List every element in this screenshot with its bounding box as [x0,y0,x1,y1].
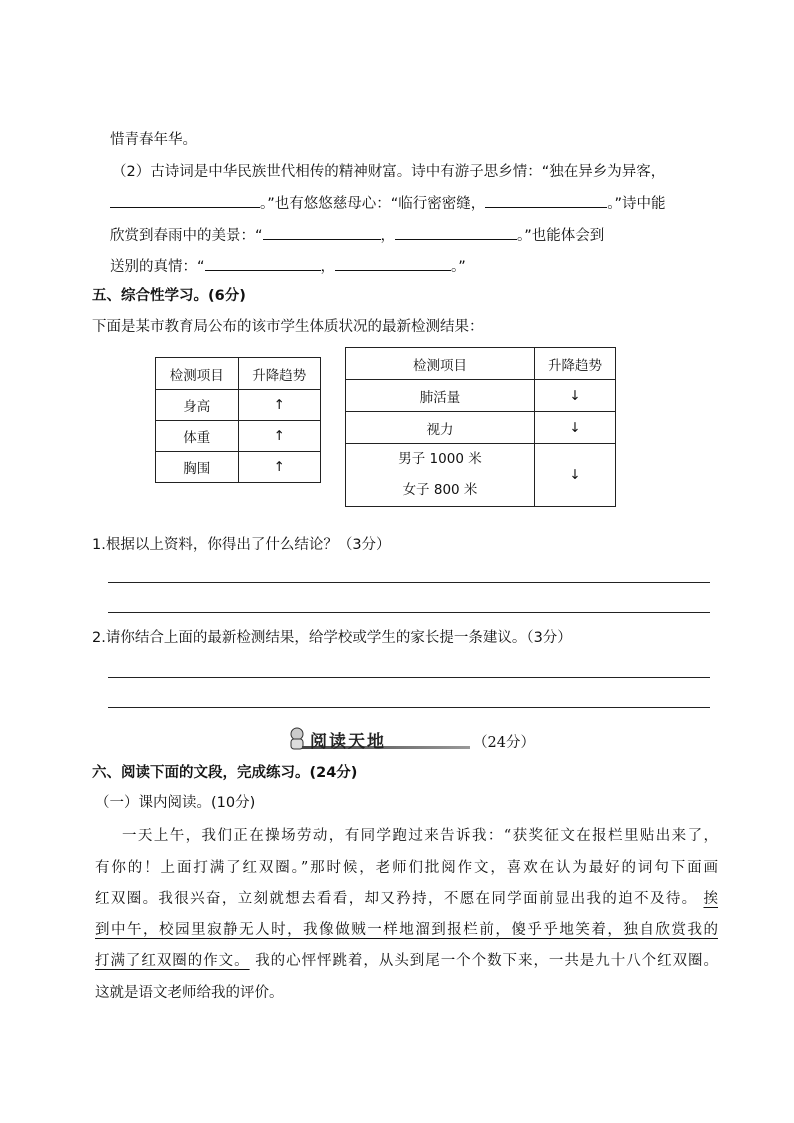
answer-blank[interactable] [485,193,607,208]
underlined-text: 挨 [703,891,718,907]
table-cell-line: 男子 1000 米 [398,451,482,467]
underlined-text: 打满了红双圈的作文。 [95,953,250,969]
table-cell [346,444,535,507]
passage-line [95,951,718,971]
text: 。”诗中能 [607,196,666,212]
answer-blank[interactable] [263,225,381,240]
question-5-1: 1.根据以上资料，你得出了什么结论？（3分） [92,537,391,553]
table-row [346,380,616,412]
table-header: 检测项目 [156,358,239,390]
question-5-2: 2.请你结合上面的最新检测结果，给学校或学生的家长提一条建议。（3分） [92,630,572,646]
answer-line[interactable] [108,612,710,613]
text: 。”也能体会到 [517,228,605,244]
section-6-subheading: （一）课内阅读。(10分) [95,795,256,811]
answer-blank[interactable] [395,225,517,240]
table-row [346,444,616,507]
poem-blank-line-1 [110,193,666,214]
answer-blank[interactable] [335,256,451,271]
table-header: 检测项目 [346,348,535,380]
trend-table-rising [155,357,321,483]
question-4-2-text: （2）古诗词是中华民族世代相传的精神财富。诗中有游子思乡情：“独在异乡为异客， [112,164,666,180]
text: 欣赏到春雨中的美景：“ [110,228,263,244]
section-5-intro: 下面是某市教育局公布的该市学生体质状况的最新检测结果： [92,319,484,335]
poem-blank-line-3 [110,256,466,277]
down-arrow-icon: ↓ [535,412,616,444]
table-row [156,390,321,421]
table-row [156,452,321,483]
reading-section-banner [280,726,470,752]
banner-score: （24分） [473,735,535,751]
table-row [346,412,616,444]
trend-table-falling [345,347,616,507]
up-arrow-icon: ↑ [238,421,321,452]
passage-line: 这就是语文老师给我的评价。 [95,985,284,1001]
text: 红双圈。我很兴奋，立刻就想去看看，却又矜持，不愿在同学面前显出我的迫不及待。 [95,891,698,907]
passage-line: 有你的！上面打满了红双圈。”那时候，老师们批阅作文，喜欢在认为最好的词句下面画 [95,860,718,876]
section-6-heading: 六、阅读下面的文段，完成练习。(24分) [92,765,358,781]
passage-line: 一天上午，我们正在操场劳动，有同学跑过来告诉我：“获奖征文在报栏里贴出来了， [122,828,718,844]
passage-line-underlined: 到中午，校园里寂静无人时，我像做贼一样地溜到报栏前，傻乎乎地笑着，独自欣赏我的 [95,922,718,938]
table-cell: 视力 [346,412,535,444]
text: 送别的真情：“ [110,259,205,275]
answer-line[interactable] [108,582,710,583]
section-5-heading: 五、综合性学习。(6分) [92,288,246,304]
up-arrow-icon: ↑ [238,390,321,421]
down-arrow-icon: ↓ [535,380,616,412]
up-arrow-icon: ↑ [238,452,321,483]
text: 我的心怦怦跳着，从头到尾一个个数下来，一共是九十八个红双圈。 [255,953,719,969]
table-row [156,421,321,452]
answer-line[interactable] [108,707,710,708]
poem-blank-line-2 [110,225,604,246]
answer-line[interactable] [108,677,710,678]
banner-title: 阅读天地 [310,732,386,752]
table-cell: 身高 [156,390,239,421]
passage-line [95,889,718,909]
text: 。” [451,259,466,275]
down-arrow-icon: ↓ [535,444,616,507]
table-header: 升降趋势 [238,358,321,390]
text: ， [320,259,336,275]
answer-blank[interactable] [205,256,321,271]
poem-tail-text: 惜青春年华。 [110,132,197,148]
table-header: 升降趋势 [535,348,616,380]
table-cell: 肺活量 [346,380,535,412]
text: ， [380,228,396,244]
answer-blank[interactable] [110,193,260,208]
table-cell: 体重 [156,421,239,452]
table-cell: 胸围 [156,452,239,483]
text: 。”也有悠悠慈母心：“临行密密缝， [260,196,486,212]
table-cell-line: 女子 800 米 [402,482,478,498]
